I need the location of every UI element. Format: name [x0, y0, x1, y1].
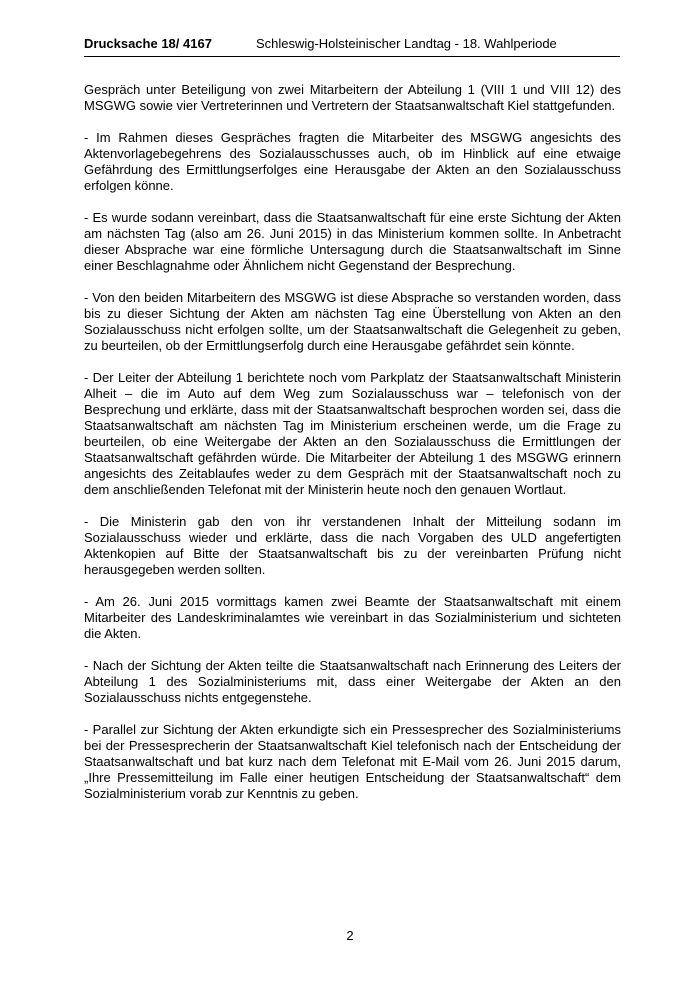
page-number: 2 [346, 928, 354, 943]
document-body [84, 82, 621, 818]
document-number: Drucksache 18/ 4167 [84, 36, 212, 51]
body-paragraph: Gespräch unter Beteiligung von zwei Mitarbeitern der Abteilung 1 (VIII 1 und VIII 12) des MSGWG sowie vier Vertreterinnen und Vertretern der Staatsanwaltschaft Kiel stattgefunden. [84, 82, 621, 113]
header-title: Schleswig-Holsteinischer Landtag - 18. Wahlperiode [255, 36, 557, 51]
body-paragraph: - Von den beiden Mitarbeitern des MSGWG ist diese Absprache so verstanden worden, dass bis zu dieser Sichtung der Akten am nächsten Tag eine Überstellung von Akten an den Sozialausschuss nicht erfolgen sollte, um der Staatsanwaltschaft die Gelegenheit zu geben, zu beurteilen, ob der Ermittlungserfolg durch eine Herausgabe gefährdet sein könnte. [84, 290, 621, 353]
body-paragraph: - Die Ministerin gab den von ihr verstandenen Inhalt der Mitteilung sodann im Sozialausschuss wieder und erklärte, dass die nach Vorgaben des ULD angefertigten Aktenkopien auf Bitte der Staatsanwaltschaft bis zu der vereinbarten Prüfung nicht herausgegeben werden sollten. [84, 514, 621, 577]
body-paragraph: - Nach der Sichtung der Akten teilte die Staatsanwaltschaft nach Erinnerung des Leiters der Abteilung 1 des Sozialministeriums mit, dass einer Weitergabe der Akten an den Sozialausschuss nichts entgegenstehe. [84, 658, 621, 705]
body-paragraph: - Es wurde sodann vereinbart, dass die Staatsanwaltschaft für eine erste Sichtung der Akten am nächsten Tag (also am 26. Juni 2015) in das Ministerium kommen sollte. In Anbetracht dieser Absprache war eine förmliche Untersagung durch die Staatsanwaltschaft im Sinne einer Beschlagnahme oder Ähnlichem nicht Gegenstand der Besprechung. [84, 210, 621, 273]
header-divider [84, 56, 620, 57]
body-paragraph: - Im Rahmen dieses Gespräches fragten die Mitarbeiter des MSGWG angesichts des Aktenvorlagebegehrens des Sozialausschusses auch, ob im Hinblick auf eine etwaige Gefährdung des Ermittlungserfolges eine Herausgabe der Akten an den Sozialausschuss erfolgen könne. [84, 130, 621, 193]
body-paragraph: - Am 26. Juni 2015 vormittags kamen zwei Beamte der Staatsanwaltschaft mit einem Mitarbeiter des Landeskriminalamtes wie vereinbart in das Sozialministerium und sichteten die Akten. [84, 594, 621, 641]
body-paragraph: - Parallel zur Sichtung der Akten erkundigte sich ein Pressesprecher des Sozialministeriums bei der Pressesprecherin der Staatsanwaltschaft Kiel telefonisch nach der Entscheidung der Staatsanwaltschaft und bat kurz nach dem Telefonat mit E-Mail vom 26. Juni 2015 darum, „Ihre Pressemitteilung im Falle einer heutigen Entscheidung der Staatsanwaltschaft“ dem Sozialministerium vorab zur Kenntnis zu geben. [84, 722, 621, 801]
page-header [84, 36, 620, 51]
body-paragraph: - Der Leiter der Abteilung 1 berichtete noch vom Parkplatz der Staatsanwaltschaft Ministerin Alheit – die im Auto auf dem Weg zum Sozialausschuss war – telefonisch von der Besprechung und erklärte, dass mit der Staatsanwaltschaft besprochen worden sei, dass die Staatsanwaltschaft am nächsten Tag im Ministerium erscheinen werde, um die Frage zu beurteilen, ob eine Weitergabe der Akten an den Sozialausschuss die Ermittlungen der Staatsanwaltschaft gefährden würde. Die Mitarbeiter der Abteilung 1 des MSGWG erinnern angesichts des Zeitablaufes weder zu dem Gespräch mit der Staatsanwaltschaft noch zu dem anschließenden Telefonat mit der Ministerin heute noch den genauen Wortlaut. [84, 370, 621, 497]
